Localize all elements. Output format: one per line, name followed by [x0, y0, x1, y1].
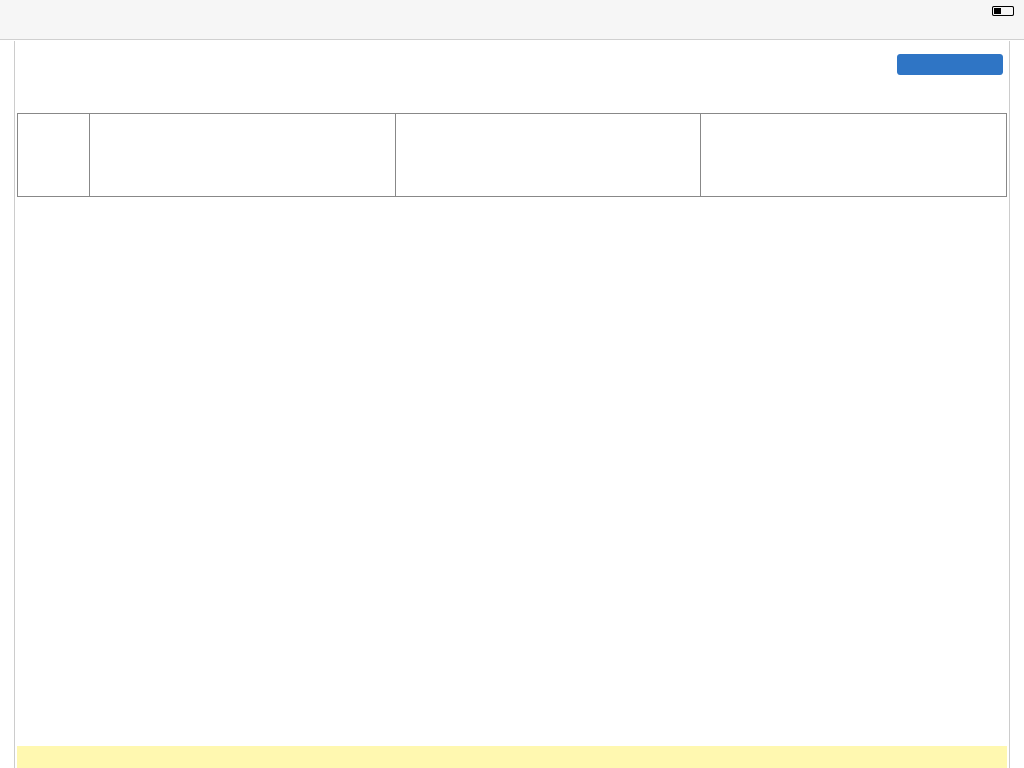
summary-days-4-6 [396, 114, 702, 196]
ios-status-bar [0, 0, 1024, 40]
summary-days-0-3 [90, 114, 396, 196]
freezing-level-chart [17, 557, 1007, 746]
forecast-page [14, 41, 1010, 768]
page-title [61, 84, 71, 104]
sunrise-row [17, 746, 1007, 768]
is-it-snowing-button[interactable] [897, 54, 1003, 75]
weather-summary-row [17, 113, 1007, 197]
battery-icon [992, 6, 1014, 16]
previous-weeks-link[interactable] [18, 114, 90, 196]
summary-days-7-9 [701, 114, 1006, 196]
battery-indicator [988, 4, 1014, 18]
